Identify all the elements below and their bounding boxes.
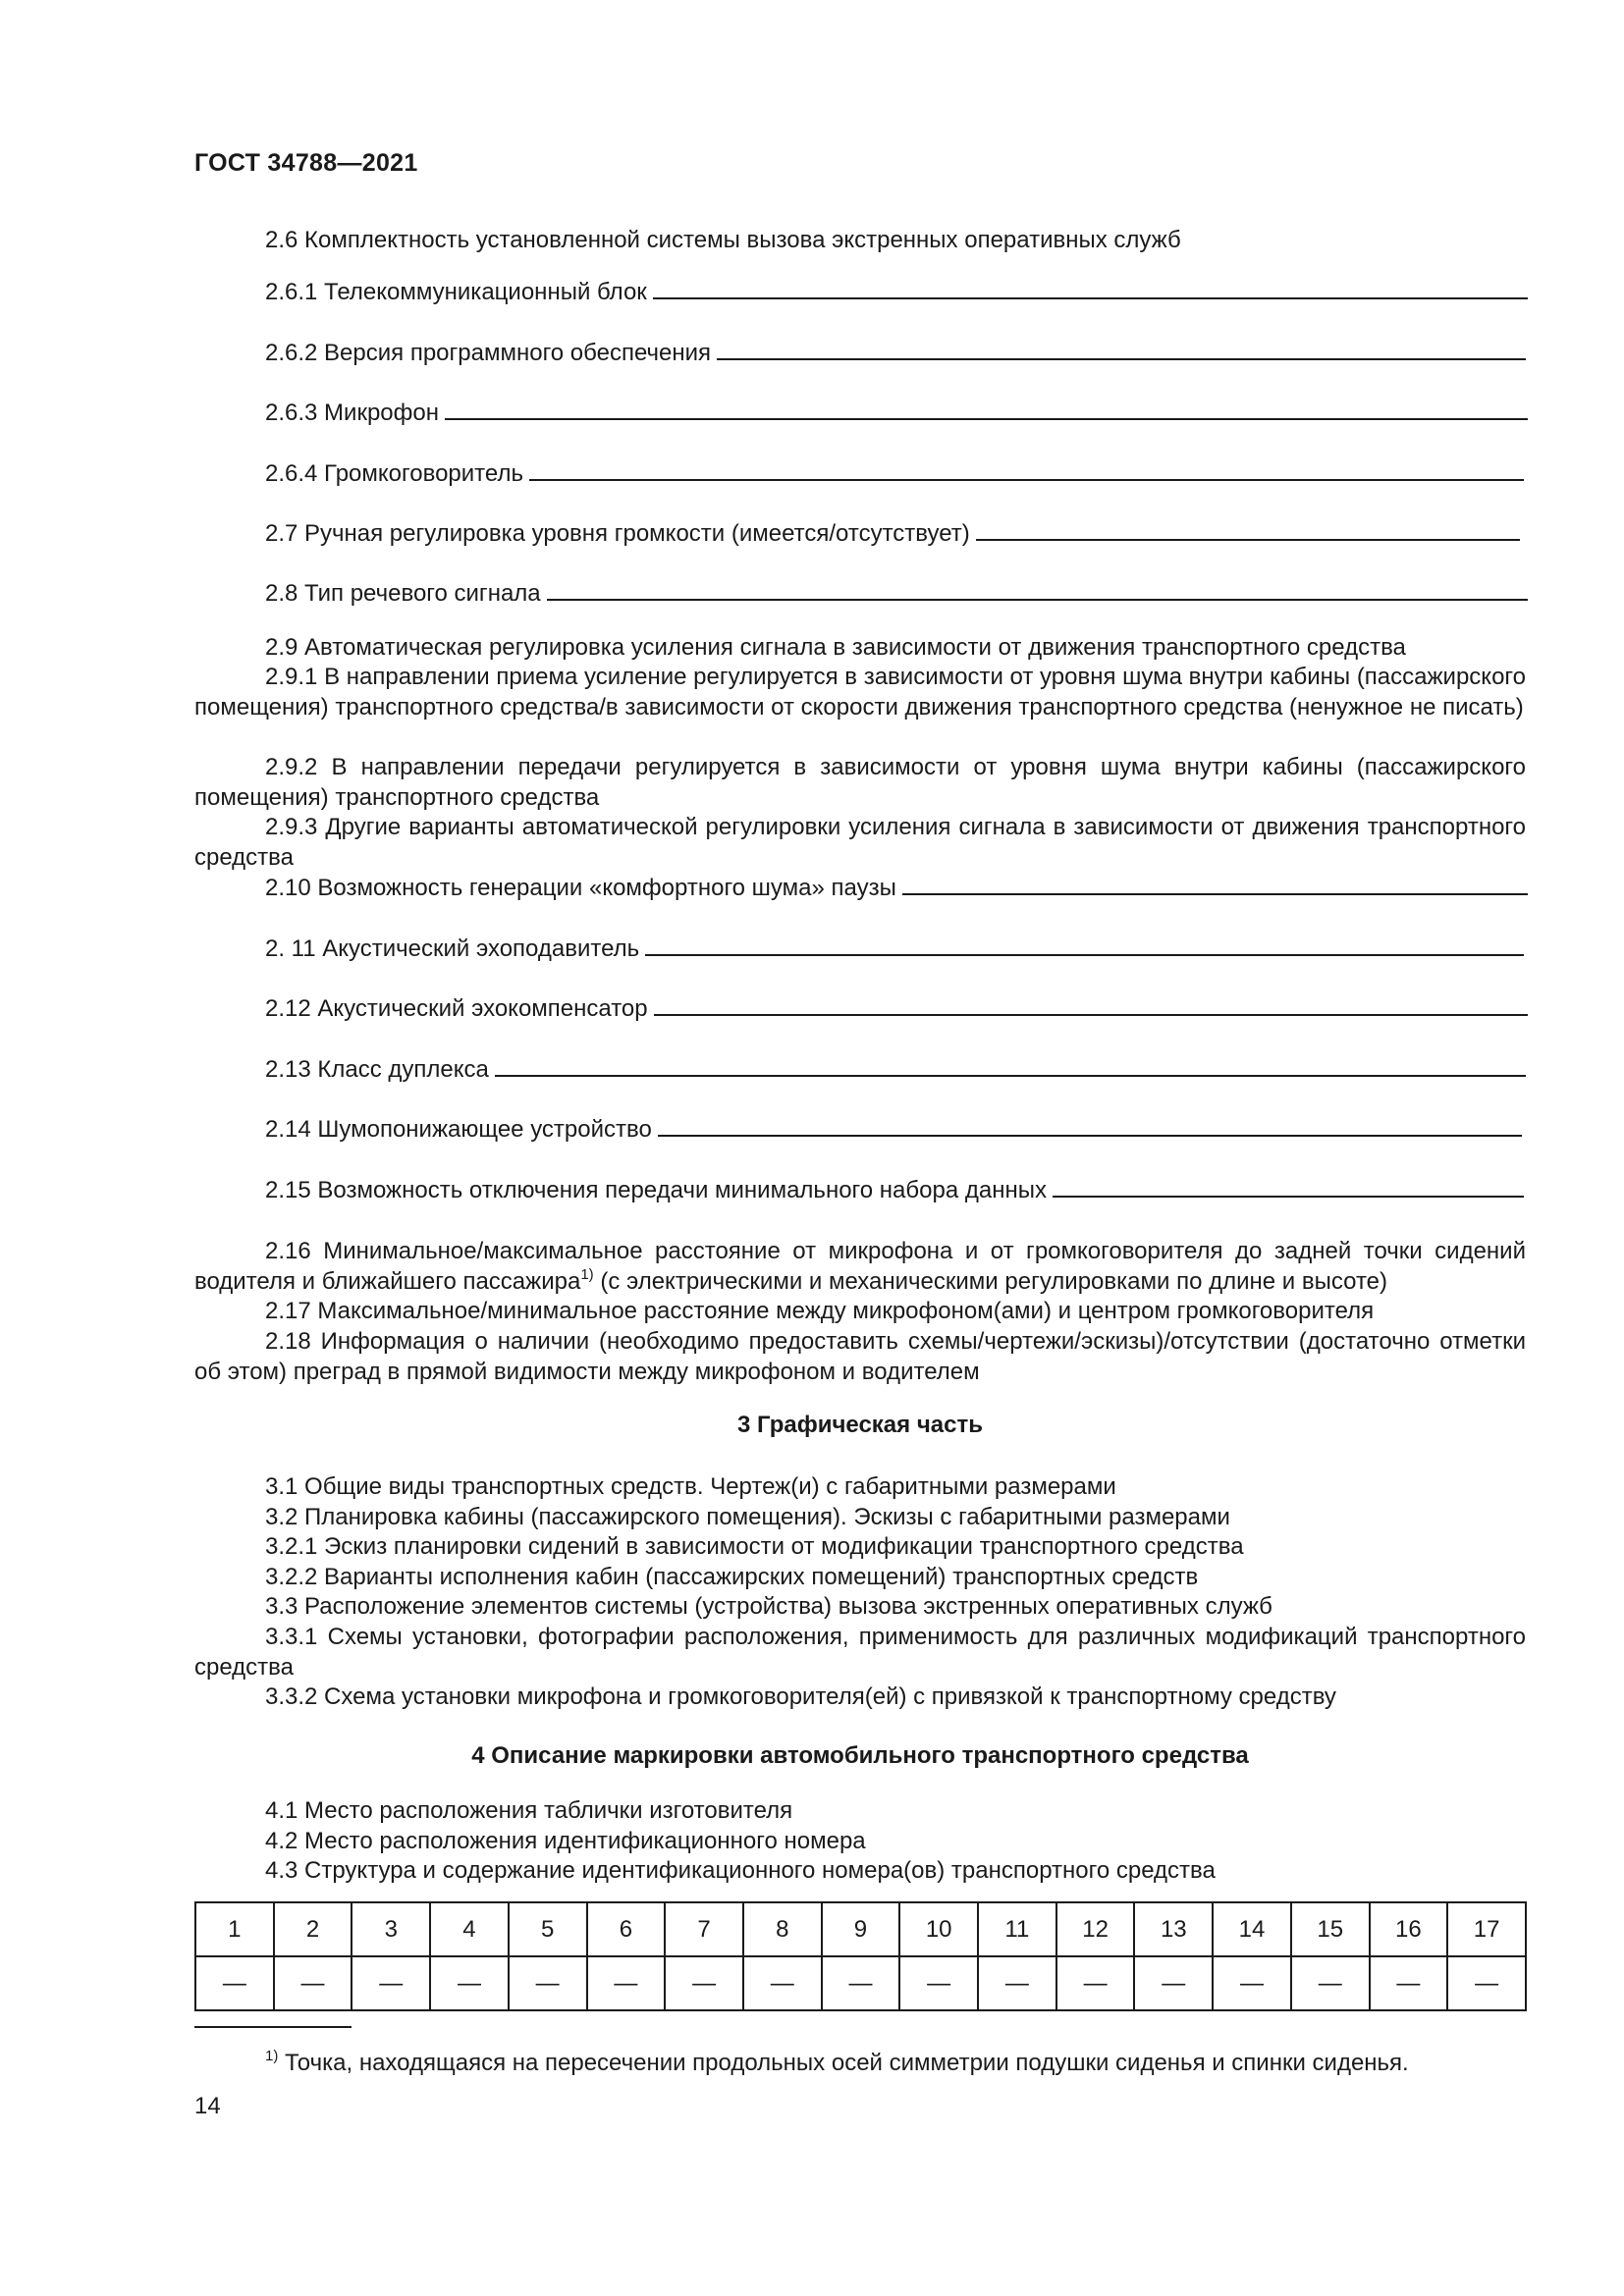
table-cell: — [1447,1956,1526,2010]
table-cell: 3 [352,1902,430,1956]
footnote-divider [194,2026,352,2028]
vin-structure-table [194,1901,1527,2011]
field-label: 2.6.1 Телекоммуникационный блок [265,279,647,305]
table-cell: 11 [978,1902,1056,1956]
section-4-title: 4 Описание маркировки автомобильного транспортного средства [471,1742,1249,1769]
field-label: 2.12 Акустический эхокомпенсатор [265,995,648,1022]
table-cell: 6 [587,1902,666,1956]
fill-line [547,579,1528,601]
table-row-values [195,1956,1526,2010]
item-3-3: 3.3 Расположение элементов системы (устройства) вызова экстренных оперативных служб [265,1593,1272,1620]
table-cell: — [195,1956,274,2010]
table-cell: 4 [430,1902,509,1956]
section-3-title: 3 Графическая часть [737,1412,983,1438]
table-cell: 16 [1370,1902,1448,1956]
table-cell: 5 [509,1902,587,1956]
fill-line [529,459,1524,481]
document-code: ГОСТ 34788—2021 [194,149,418,177]
item-2-16: 2.16 Минимальное/максимальное расстояние от микрофона и от громкоговорителя до задней точки сидений водителя и ближайшего пассажира$^{1)}$ (с электрическими и механическими регулировками по длине и высоте) [194,1238,1526,1295]
item-2-9: 2.9 Автоматическая регулировка усиления сигнала в зависимости от движения транспортного средства [265,634,1406,661]
field-2-12 [265,994,1528,1024]
table-cell: — [274,1956,352,2010]
fill-line [645,934,1524,956]
table-cell: 12 [1056,1902,1135,1956]
item-2-18: 2.18 Информация о наличии (необходимо предоставить схемы/чертежи/эскизы)/отсутствии (достаточно отметки об этом) преград в прямой видимости между микрофоном и водителем [194,1328,1526,1385]
table-cell: 7 [665,1902,743,1956]
table-cell: — [509,1956,587,2010]
table-cell: 15 [1291,1902,1370,1956]
item-3-2: 3.2 Планировка кабины (пассажирского помещения). Эскизы с габаритными размерами [265,1504,1230,1530]
field-label: 2.14 Шумопонижающее устройство [265,1116,652,1143]
fill-line [654,994,1528,1016]
table-row-positions [195,1902,1526,1956]
table-cell: — [1134,1956,1213,2010]
field-2-10 [265,874,1528,903]
item-3-2-1: 3.2.1 Эскиз планировки сидений в зависимости от модификации транспортного средства [265,1533,1244,1560]
table-cell: 1 [195,1902,274,1956]
item-4-2: 4.2 Место расположения идентификационного номера [265,1828,866,1854]
field-label: 2.15 Возможность отключения передачи минимального набора данных [265,1177,1047,1203]
field-2-15 [265,1176,1524,1205]
table-cell: 17 [1447,1902,1526,1956]
field-label: 2.6.3 Микрофон [265,400,439,426]
table-cell: — [352,1956,430,2010]
table-cell: — [1370,1956,1448,2010]
fill-line [445,399,1528,420]
field-label: 2.6.4 Громкоговоритель [265,460,523,487]
fill-line [495,1055,1526,1077]
field-label: 2.7 Ручная регулировка уровня громкости (имеется/отсутствует) [265,520,970,547]
field-2-14 [265,1115,1522,1145]
item-2-6: 2.6 Комплектность установленной системы вызова экстренных оперативных служб [265,227,1181,253]
item-4-3: 4.3 Структура и содержание идентификационного номера(ов) транспортного средства [265,1857,1216,1884]
item-3-3-1: 3.3.1 Схемы установки, фотографии расположения, применимость для различных модификаций транспортного средства [194,1624,1526,1681]
table-cell: — [1291,1956,1370,2010]
fill-line [658,1115,1522,1137]
field-2-11 [265,934,1524,964]
footnote-ref: 1) [580,1265,594,1283]
item-2-9-3: 2.9.3 Другие варианты автоматической регулировки усиления сигнала в зависимости от движения транспортного средства [194,814,1526,871]
fill-line [717,339,1526,360]
table-cell: — [665,1956,743,2010]
table-cell: — [430,1956,509,2010]
fill-line [902,874,1528,895]
field-2-7 [265,519,1520,549]
fill-line [976,519,1520,541]
field-label: 2.10 Возможность генерации «комфортного шума» паузы [265,875,896,901]
item-3-2-2: 3.2.2 Варианты исполнения кабин (пассажирских помещений) транспортных средств [265,1564,1199,1590]
table-cell: 10 [899,1902,978,1956]
field-2-6-2 [265,339,1526,368]
item-2-9-2: 2.9.2 В направлении передачи регулируется в зависимости от уровня шума внутри кабины (пассажирского помещения) транспортного средства [194,754,1526,811]
item-3-1: 3.1 Общие виды транспортных средств. Чертеж(и) с габаритными размерами [265,1473,1116,1500]
item-3-3-2: 3.3.2 Схема установки микрофона и громкоговорителя(ей) с привязкой к транспортному средству [265,1683,1336,1710]
field-2-8 [265,579,1528,609]
footnote-mark: 1) [265,2048,279,2064]
fill-line [653,278,1528,299]
table-cell: 2 [274,1902,352,1956]
table-cell: — [822,1956,900,2010]
item-2-9-1: 2.9.1 В направлении приема усиление регулируется в зависимости от уровня шума внутри кабины (пассажирского помещения) транспортного средства/в зависимости от скорости движения транспортного средства (ненужное не писать) [194,664,1526,721]
field-label: 2.6.2 Версия программного обеспечения [265,340,712,366]
field-label: 2. 11 Акустический эхоподавитель [265,935,640,962]
table-cell: — [899,1956,978,2010]
table-cell: 8 [743,1902,822,1956]
item-2-17: 2.17 Максимальное/минимальное расстояние между микрофоном(ами) и центром громкоговорителя [265,1298,1375,1324]
field-label: 2.8 Тип речевого сигнала [265,580,541,607]
table-cell: — [1213,1956,1291,2010]
field-2-13 [265,1055,1526,1085]
field-2-6-4 [265,459,1524,489]
field-2-6-3 [265,399,1528,428]
footnote: $^{1)}$ Точка, находящаяся на пересечении продольных осей симметрии подушки сиденья и спинки сиденья. [265,2048,1409,2076]
table-cell: 9 [822,1902,900,1956]
table-cell: — [743,1956,822,2010]
table-cell: 14 [1213,1902,1291,1956]
page-number: 14 [194,2093,221,2119]
field-label: 2.13 Класс дуплекса [265,1056,489,1083]
item-4-1: 4.1 Место расположения таблички изготовителя [265,1797,793,1824]
fill-line [1053,1176,1524,1198]
table-cell: — [978,1956,1056,2010]
table-cell: — [1056,1956,1135,2010]
table-cell: 13 [1134,1902,1213,1956]
field-2-6-1 [265,278,1528,307]
table-cell: — [587,1956,666,2010]
